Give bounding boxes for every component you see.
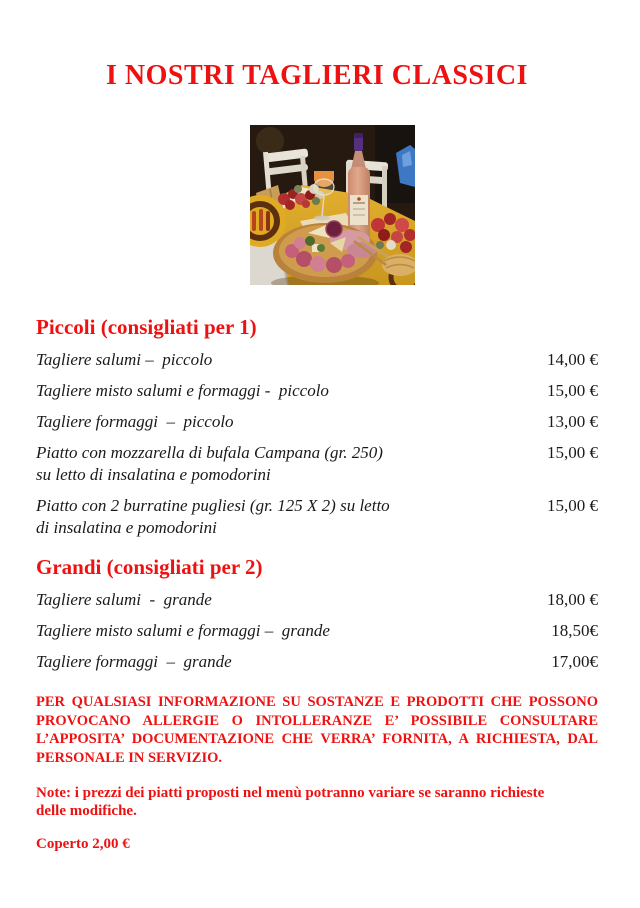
- item-name: Tagliere misto salumi e formaggi – grande: [36, 621, 330, 640]
- item-name-line2: di insalatina e pomodorini: [36, 518, 217, 537]
- price-change-note: [36, 784, 598, 820]
- item-name: Tagliere salumi – piccolo: [36, 350, 213, 369]
- menu-item-row: [36, 620, 598, 642]
- item-name: Piatto con 2 burratine pugliesi (gr. 125 X 2) su letto: [36, 496, 390, 515]
- item-name: Tagliere salumi - grande: [36, 590, 212, 609]
- allergen-notice: [36, 693, 598, 767]
- price-change-note-line: Note: i prezzi dei piatti proposti nel menù potranno variare se saranno richieste: [36, 785, 545, 801]
- charcuterie-photo-illustration: [250, 125, 415, 285]
- item-price: 17,00€: [551, 652, 598, 671]
- allergen-notice-line: PERSONALE IN SERVIZIO.: [36, 749, 223, 766]
- cover-charge: Coperto 2,00 €: [36, 836, 130, 852]
- menu-item-row: [36, 349, 598, 371]
- page-title: I NOSTRI TAGLIERI CLASSICI: [106, 60, 528, 91]
- item-price: 15,00 €: [547, 443, 598, 462]
- section-heading-piccoli: Piccoli (consigliati per 1): [36, 315, 257, 339]
- item-name: Tagliere formaggi – piccolo: [36, 412, 234, 431]
- allergen-notice-line: PER QUALSIASI INFORMAZIONE SU SOSTANZE E PRODOTTI CHE POSSONO: [36, 694, 598, 710]
- item-price: 13,00 €: [547, 412, 598, 431]
- menu-item-row: [36, 442, 598, 486]
- item-price: 15,00 €: [547, 496, 598, 515]
- menu-item-row: [36, 495, 598, 539]
- allergen-notice-line: L’APPOSITA’ DOCUMENTAZIONE CHE VERRA’ FORNITA, A RICHIESTA, DAL: [36, 731, 598, 747]
- item-name: Piatto con mozzarella di bufala Campana (gr. 250): [36, 443, 383, 462]
- menu-item-row: [36, 589, 598, 611]
- item-name: Tagliere formaggi – grande: [36, 652, 232, 671]
- menu-item-row: [36, 380, 598, 402]
- item-name-line2: su letto di insalatina e pomodorini: [36, 465, 271, 484]
- allergen-notice-line: PROVOCANO ALLERGIE O INTOLLERANZE E’ POSSIBILE CONSULTARE: [36, 712, 598, 729]
- item-price: 18,50€: [551, 621, 598, 640]
- price-change-note-line: delle modifiche.: [36, 803, 137, 819]
- item-price: 14,00 €: [547, 350, 598, 369]
- menu-item-row: [36, 651, 598, 673]
- item-name: Tagliere misto salumi e formaggi - piccolo: [36, 381, 329, 400]
- item-price: 15,00 €: [547, 381, 598, 400]
- item-price: 18,00 €: [547, 590, 598, 609]
- menu-photo: [250, 125, 415, 285]
- section-heading-grandi: Grandi (consigliati per 2): [36, 555, 263, 579]
- menu-item-row: [36, 411, 598, 433]
